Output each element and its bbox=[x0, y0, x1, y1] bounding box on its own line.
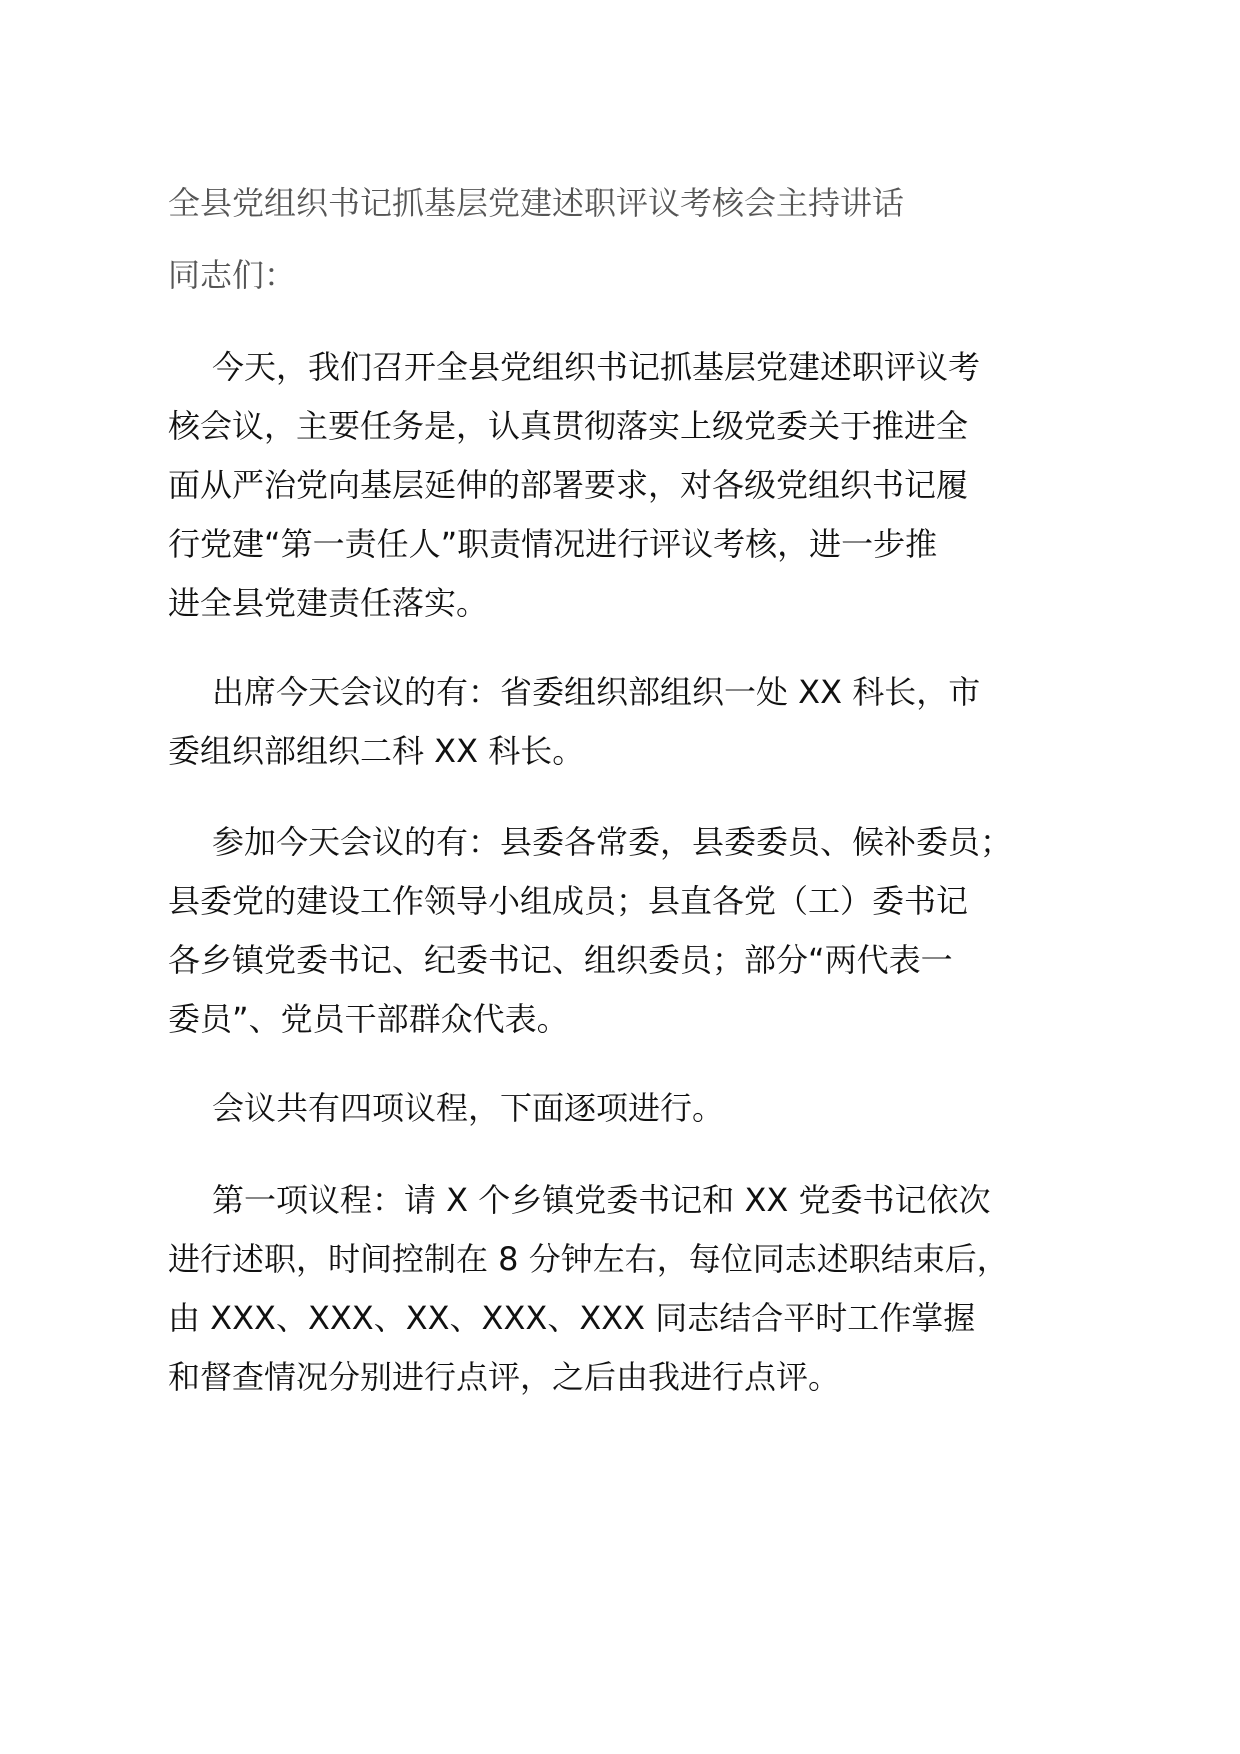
paragraph-line: 行党建“第一责任人”职责情况进行评议考核，进一步推 bbox=[168, 525, 938, 563]
paragraph-line: 由 XXX、XXX、XX、XXX、XXX 同志结合平时工作掌握 bbox=[168, 1299, 976, 1337]
paragraph-line: 各乡镇党委书记、纪委书记、组织委员；部分“两代表一 bbox=[168, 941, 953, 979]
paragraph-line: 委员”、党员干部群众代表。 bbox=[168, 1000, 569, 1038]
salutation: 同志们： bbox=[168, 256, 297, 294]
document-title: 全县党组织书记抓基层党建述职评议考核会主持讲话 bbox=[168, 184, 905, 222]
paragraph-line: 第一项议程：请 X 个乡镇党委书记和 XX 党委书记依次 bbox=[212, 1181, 991, 1219]
paragraph-line: 参加今天会议的有：县委各常委，县委委员、候补委员； bbox=[212, 823, 1013, 861]
paragraph-line: 核会议，主要任务是，认真贯彻落实上级党委关于推进全 bbox=[168, 407, 969, 445]
paragraph-opening bbox=[168, 338, 981, 633]
paragraph-line: 会议共有四项议程，下面逐项进行。 bbox=[212, 1089, 725, 1127]
paragraph-line: 进行述职，时间控制在 8 分钟左右，每位同志述职结束后， bbox=[168, 1240, 1009, 1278]
paragraph-line: 委组织部组织二科 XX 科长。 bbox=[168, 732, 585, 770]
paragraph-line: 进全县党建责任落实。 bbox=[168, 584, 489, 622]
paragraph-line: 和督查情况分别进行点评，之后由我进行点评。 bbox=[168, 1358, 841, 1396]
paragraph-line: 出席今天会议的有：省委组织部组织一处 XX 科长，市 bbox=[212, 673, 981, 711]
paragraph-attendees-guests bbox=[168, 663, 981, 781]
paragraph-line: 面从严治党向基层延伸的部署要求，对各级党组织书记履 bbox=[168, 466, 969, 504]
paragraph-agenda-intro bbox=[168, 1079, 958, 1138]
paragraph-attendees-participants bbox=[168, 813, 1013, 1049]
paragraph-line: 县委党的建设工作领导小组成员；县直各党（工）委书记 bbox=[168, 882, 969, 920]
paragraph-agenda-item-1 bbox=[168, 1171, 1009, 1407]
paragraph-line: 今天，我们召开全县党组织书记抓基层党建述职评议考 bbox=[212, 348, 981, 386]
